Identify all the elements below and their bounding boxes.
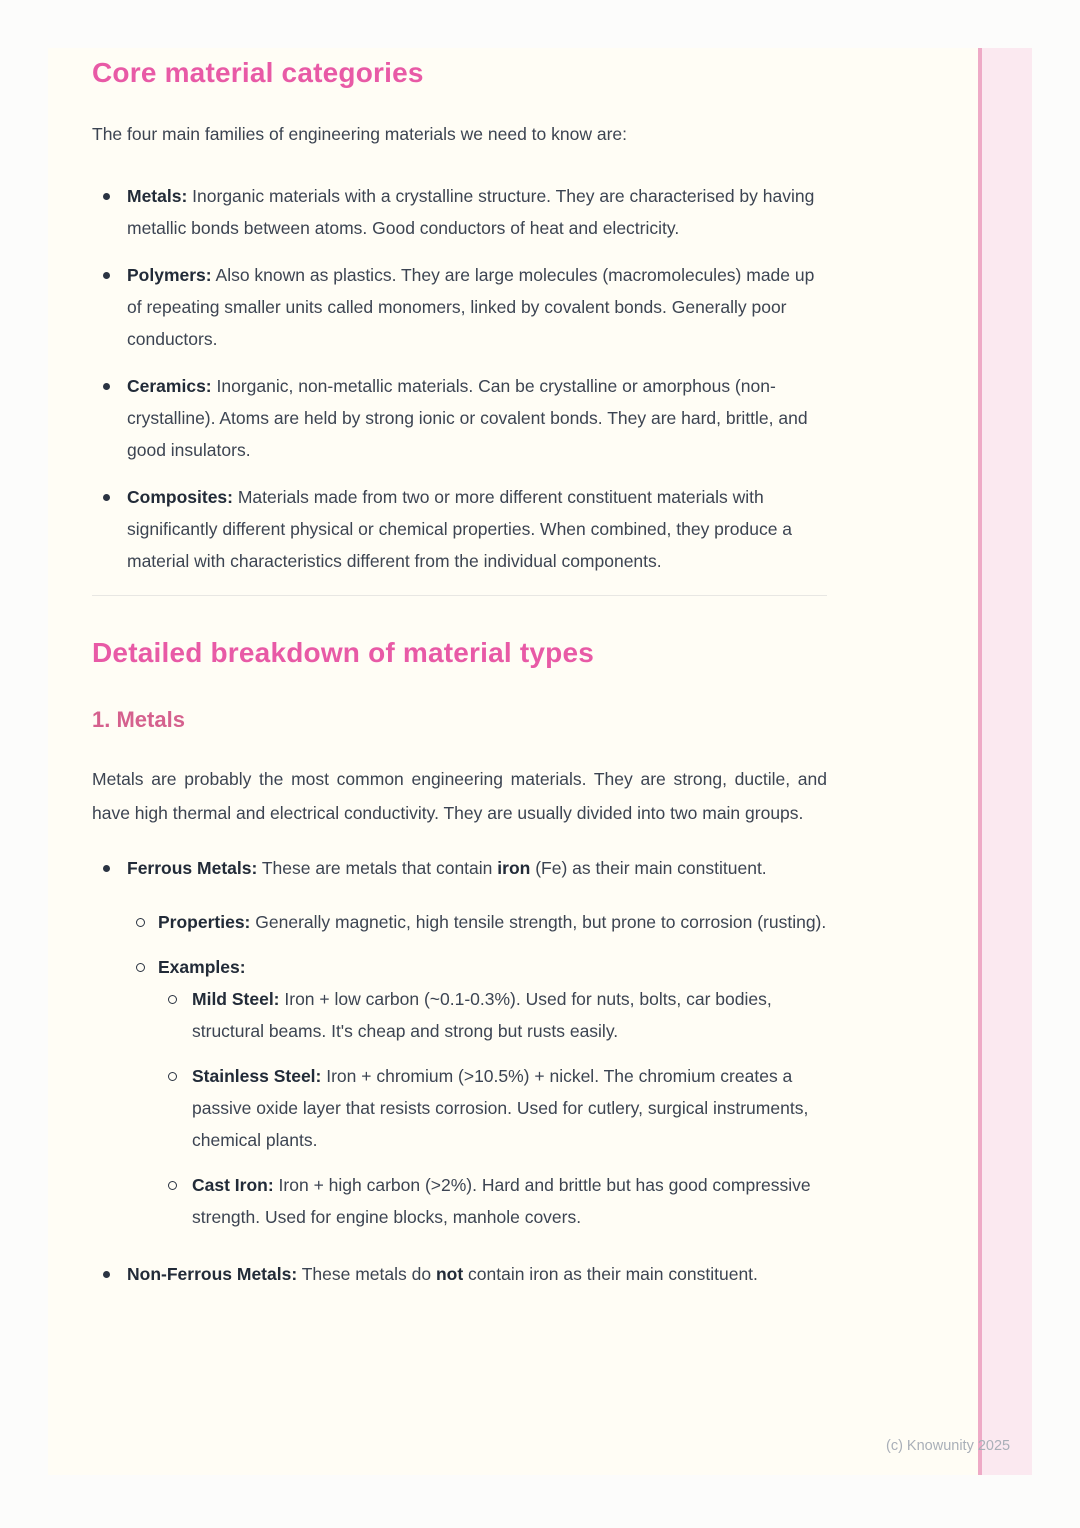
list-item-ceramics: Ceramics: Inorganic, non-metallic materials. Can be crystalline or amorphous (non-crystalline). Atoms are held by strong ionic or covalent bonds. They are hard, brittle, and good insulators. bbox=[92, 370, 827, 466]
metals-subheading: 1. Metals bbox=[92, 707, 185, 732]
list-item-metals: Metals: Inorganic materials with a crystalline structure. They are characterised by having metallic bonds between atoms. Good conductors of heat and electricity. bbox=[92, 180, 827, 244]
core-intro: The four main families of engineering materials we need to know are: bbox=[92, 124, 627, 144]
list-item-cast-iron: Cast Iron: Iron + high carbon (>2%). Hard and brittle but has good compressive strength. Used for engine blocks, manhole covers. bbox=[92, 1169, 827, 1233]
list-item-polymers: Polymers: Also known as plastics. They are large molecules (macromolecules) made up of repeating smaller units called monomers, linked by covalent bonds. Generally poor conductors. bbox=[92, 259, 827, 355]
copyright-watermark: (c) Knowunity 2025 bbox=[886, 1438, 1011, 1454]
list-item-stainless-steel: Stainless Steel: Iron + chromium (>10.5%) + nickel. The chromium creates a passive oxide layer that resists corrosion. Used for cutlery, surgical instruments, chemical plants. bbox=[92, 1060, 827, 1156]
page-edge-stripe bbox=[978, 48, 1032, 1475]
list-item-mild-steel: Mild Steel: Iron + low carbon (~0.1-0.3%). Used for nuts, bolts, car bodies, structural beams. It's cheap and strong but rusts easily. bbox=[92, 983, 827, 1047]
core-heading: Core material categories bbox=[92, 57, 424, 88]
core-material-list bbox=[92, 180, 827, 577]
page-content bbox=[92, 56, 827, 1290]
list-item-composites: Composites: Materials made from two or more different constituent materials with significantly different physical or chemical properties. When combined, they produce a material with characteristics different from the individual components. bbox=[92, 481, 827, 577]
list-item-examples-label: Examples: bbox=[92, 951, 827, 983]
notes-page bbox=[48, 48, 1032, 1475]
metals-lead-paragraph: Metals are probably the most common engineering materials. They are strong, ductile, and have high thermal and electrical conductivity. They are usually divided into two main groups. bbox=[92, 769, 827, 823]
detailed-heading: Detailed breakdown of material types bbox=[92, 637, 595, 668]
list-item-ferrous-metals: Ferrous Metals: These are metals that contain iron (Fe) as their main constituent. bbox=[92, 852, 827, 884]
list-item-properties: Properties: Generally magnetic, high tensile strength, but prone to corrosion (rusting). bbox=[92, 906, 827, 938]
list-item-nonferrous-metals: Non-Ferrous Metals: These metals do not contain iron as their main constituent. bbox=[92, 1258, 827, 1290]
metals-list bbox=[92, 852, 827, 1290]
section-divider bbox=[92, 595, 827, 596]
